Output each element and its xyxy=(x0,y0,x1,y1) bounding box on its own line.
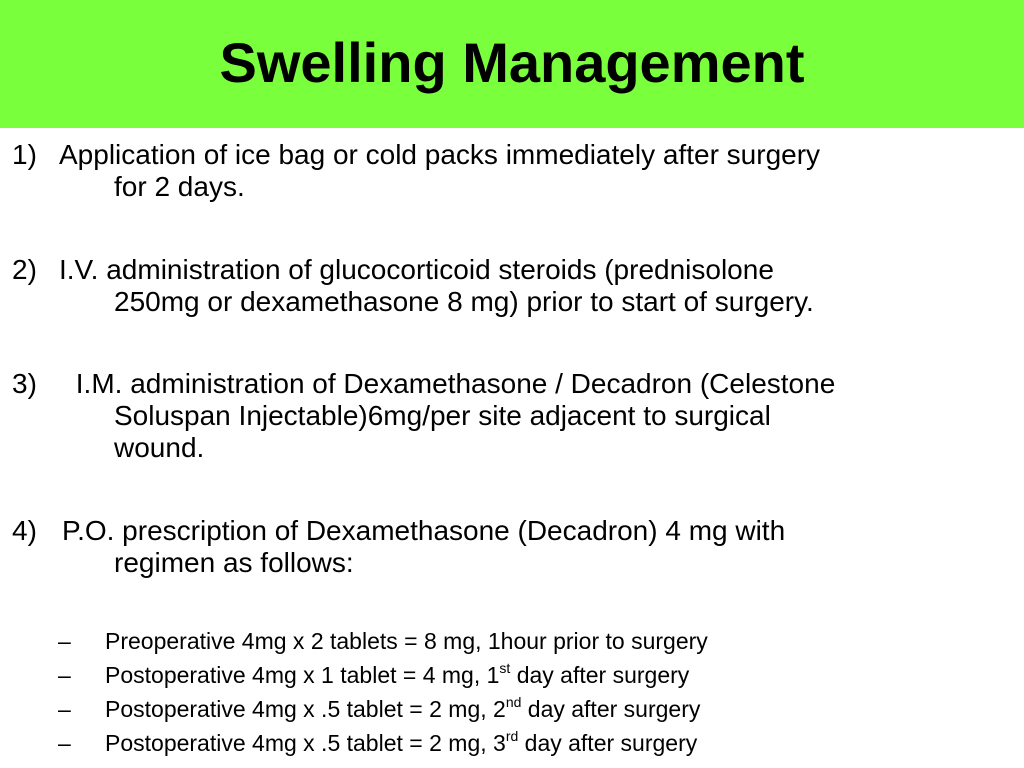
regimen-item-1 xyxy=(58,626,708,656)
item-continuation: regimen as follows: xyxy=(114,547,354,578)
ordinal-suffix: st xyxy=(499,660,511,676)
item-number: 4) xyxy=(12,515,37,546)
regimen-text: Postoperative 4mg x 1 tablet = 4 mg, 1 xyxy=(105,662,500,688)
regimen-item-4 xyxy=(58,728,697,758)
regimen-suffix: day after surgery xyxy=(510,662,690,688)
regimen-suffix: day after surgery xyxy=(521,696,701,722)
item-text: P.O. prescription of Dexamethasone (Decadron) 4 mg with xyxy=(62,515,786,546)
regimen-item-3 xyxy=(58,694,700,724)
list-item-4 xyxy=(12,515,1017,579)
item-continuation: wound. xyxy=(114,432,205,463)
regimen-item-2 xyxy=(58,660,689,690)
regimen-suffix: day after surgery xyxy=(518,730,698,756)
bullet-dash: – xyxy=(58,696,71,722)
title-bar xyxy=(0,0,1024,128)
list-item-3 xyxy=(12,368,1017,464)
item-continuation: 250mg or dexamethasone 8 mg) prior to start of surgery. xyxy=(114,286,814,317)
list-item-1 xyxy=(12,139,1017,203)
slide-title: Swelling Management xyxy=(219,31,805,94)
ordinal-suffix: rd xyxy=(505,728,519,744)
regimen-text: Postoperative 4mg x .5 tablet = 2 mg, 2 xyxy=(105,696,506,722)
item-number: 2) xyxy=(12,254,37,285)
list-item-2 xyxy=(12,254,1017,318)
item-number: 1) xyxy=(12,139,37,170)
item-continuation: for 2 days. xyxy=(114,171,245,202)
item-text: Application of ice bag or cold packs immediately after surgery xyxy=(59,139,821,170)
ordinal-suffix: nd xyxy=(505,694,522,710)
item-text: I.V. administration of glucocorticoid steroids (prednisolone xyxy=(59,254,774,285)
regimen-text: Preoperative 4mg x 2 tablets = 8 mg, 1hour prior to surgery xyxy=(105,628,708,654)
bullet-dash: – xyxy=(58,628,71,654)
bullet-dash: – xyxy=(58,662,71,688)
regimen-text: Postoperative 4mg x .5 tablet = 2 mg, 3 xyxy=(105,730,506,756)
item-text: I.M. administration of Dexamethasone / Decadron (Celestone xyxy=(68,368,836,399)
item-continuation: Soluspan Injectable)6mg/per site adjacent to surgical xyxy=(114,400,771,431)
bullet-dash: – xyxy=(58,730,71,756)
item-number: 3) xyxy=(12,368,37,399)
